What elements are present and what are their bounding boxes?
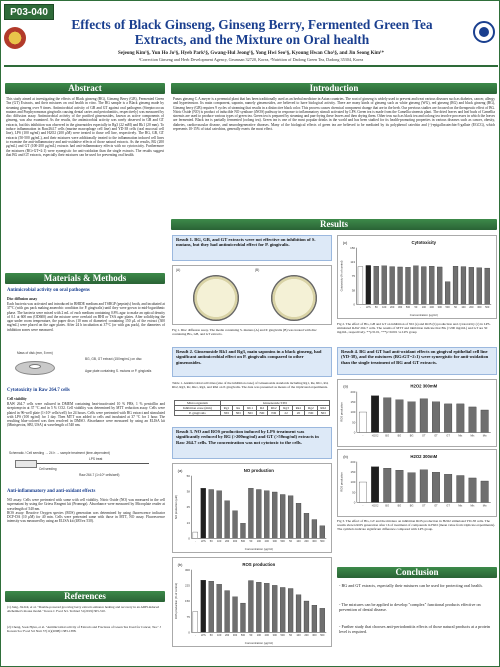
table-cell: ND [233,411,244,416]
chart-x-tick-label: 300 [272,540,277,544]
timeline-label-lps: LPS treat [89,457,103,461]
chart-bar [469,407,477,432]
chart-bar [248,581,253,633]
chart-bar [264,583,269,632]
methods-heading: Materials & Methods [5,273,165,284]
chart-bar [280,495,285,539]
result-4-box: Result 4. BG and GT had anti-oxidant effects on gingival epithelial cell line (YD-38), and the mixtures (BG:GT=2:1) were synergistic for anti-oxidation than the single treatment of BG and GT extracts. [337,347,497,375]
chart-x-tick-label: 100 [421,306,426,310]
chart-bar [374,266,379,304]
chart-bar [304,601,309,632]
chart-bar [296,503,301,538]
chart-bar [272,492,277,538]
chart-bar [359,412,367,432]
chart-y-tick-label: 38 [186,489,190,494]
chart-bar [217,491,222,539]
result-1-box: Result 1. BG, GB, and GT extracts were not effective on inhibition of S. mutans, but they had antimicrobial effect for P. gingivalis. [172,235,332,261]
chart-x-tick-label: 500 [485,306,490,310]
chart-bar [358,267,363,305]
chart-x-tick-label: 200 [390,306,395,310]
references-heading: References [5,591,165,602]
chart-x-tick-label: 100 [461,306,466,310]
poster-authors: Sejeong Kim¹§, Yun Ho Jo¹§, Hyeb Park¹§, Gwang-Hul Jeong¹§, Yong Hwi Seo¹§, Kyoung Hwan Cho¹§, and Jin Seong Kim¹* [117,51,385,56]
chart-y-tick-label: 50 [352,420,356,425]
chart-x-tick-label: 300 [477,306,482,310]
references-item-2: (2) Cheng, Sook Hyun, et al. "Antimicrobial activity of Extracts and Fractions of Green Tea Used for Cancer, Tea." J Korean Soc Food Sci Nutr 37(11)(2008):1383-1388. [7,625,161,633]
chart-x-tick-label: 300 [232,540,238,544]
table-1-caption: Table 1. Antimicrobial activities (size of the inhibition zone) of Ginsenoside standards including Rg1, Re, Rb1, Rd, Rb2, Rg3, Rc, Rk1, Rg2, and Rh2 on P. gingivalis. The data was presented as means of the triplicated experiments. [172,381,329,389]
table-col: Rg3 [280,406,292,411]
conclusion-item-2: - The mixtures can be applied to develop "complex" functional products effective on prevention of dental disease. [339,602,481,613]
table-col: Re [233,406,244,411]
methods-assay-text: NO assay: Cells were pretreated with some with cell viability. Nitric Oxide (NO) was measured in the cell supernatant by using the Griess Reagent kit (Promega). Absorbance were measured by Microplate reader at wavelength of 540 nm. ROS assay: Reactive Oxygen species (ROS) generation was determined by using fluorescence indicator DCF-DA (10 μM) for 40 min. Cells were pretreated same with those in MTT, NO assay. Fluorescence intensity was measured by using an ELISA kit (485/ex 530). [7,498,165,524]
abstract-text: This study aimed at investigating the effects of Black ginseng (BG), Ginseng Berry (GB), Fermented Green Tea (GT) Extracts, and their mixtures on oral health in vitro. The BG sample is a Black ginseng made by steaming ginseng over 9 times. Antimicrobial activity of GB and GT against oral pathogens (Streptococcus mutans and Porphyromonas gingivalis causing dental caries and periodontitis, respectively) was measured by disc diffusion assay. Antimicrobial activity of the purified ginsenosides, known as active components of ginseng, was also examined. As the results, the antimicrobial activity was rarely observed in GB and GT extracts, but this inhibition was observed in the ginsenoides especially in Rg3 (22 mM) and Rk1 (20 mm). To induce inflammation in Raw264.7 cells (murine macrophage cell line) and YD-38 cells (oral mucosal cell line), LPS (100 ng/ml) and H2O2 (200 μM) were treated to those cell line, respectively. The BG, GB, GT extracts (50-500 μg/mL), and their mixtures were additionally treated to the inflammation induced cell lines to examine the anti-inflammatory and anti-oxidative effects of those natural extracts. As the results, BG (200 μg/mL) and GT (100-200 μg/mL) extracts had anti-inflammatory effects with no cytotoxicity. Furthermore the mixtures (BG+GT=2:1) were synergistic for anti-oxidation than the single extracts. The results suggest that BG and GT extracts, especially their mixtures can be used for preventing oral health. [6,97,164,157]
chart-y-axis-label: Cytotoxicity (% of control) [340,260,344,292]
chart-x-tick-label: 300 [437,306,442,310]
conclusion-heading: Conclusion [337,567,497,578]
chart-bar [241,603,246,632]
chart-y-tick-label: 0 [353,430,356,435]
chart-title: H2O2 300mM [410,383,438,389]
chart-bar [320,608,325,632]
introduction-heading: Introduction [171,83,497,94]
methods-disc-text: Each bacteria was activated and introduced in BHIDE medium and TSBGP (pepsin(s) broth, and incubated at 37°C (with gas pack making anaerobic condition for P. gingivalis) until they were grown to mid-logarithmic phase. The bacteria were mixed with 2 mL of each medium containing 0.8% agar to make an optical density of 0.1 at 600 nm (OD600) and the mixture were overlaid on BHI or TSA agar plates. After solidifying the agar under room temperature, the paper discs (10 mm of diameter) containing 150 μL of the extract (300 mg/mL) were placed on the agar plates. After 24 h incubation at 37°C (or with gas pack), the diameters of inhibition zones were measured. [7,302,165,332]
chart-x-tick-label: 50 [209,540,213,544]
chart-x-tick-label: 50 [249,634,253,638]
table-head-ginsenoside: Ginsenoside STD [220,401,329,406]
chart-y-axis-label: ROS production [340,472,344,492]
chart-bar [371,467,379,503]
chart-x-tick-label: 500 [280,540,285,544]
chart-x-tick-label: GT [422,434,426,438]
paper-disc-icon [29,364,41,369]
chart-x-tick-label: LPS [200,634,206,638]
chart-bar [193,611,198,632]
institution-logo-right [473,21,495,43]
chart-title: Cytotoxicity [411,239,437,245]
figure-3-caption: Fig 3. The effect of BG, GT and the mixture on inhibition ROS production in H2O2 stimulated YD-38 cells. The results shown ROS generation after 1h of treatment of compounds in H2O (mean value from triplicate experiments). The symbols indicate significant difference compared with LPS group. [337,519,496,531]
chart-bar [469,478,477,502]
chart-bar [371,396,379,433]
table-col: Rh2 [317,406,329,411]
chart-y-tick-label: 225 [185,583,190,588]
chart-bar [359,482,367,502]
table-col: Rk1 [292,406,304,411]
chart-x-tick-label: LPS [365,306,371,310]
chart-x-tick-label: 200 [304,634,309,638]
table-col: Rd [256,406,267,411]
chart-y-tick-label: 100 [350,410,356,415]
chart-bar [398,267,403,304]
chart-title: NO production [243,467,274,473]
chart-no-production [172,463,332,553]
chart-y-tick-label: 0 [188,630,190,635]
table-cell: ND [220,411,232,416]
chart-x-tick-label: 500 [320,634,325,638]
chart-bar [209,581,214,632]
methods-sub-antiinflammatory: Anti-inflammatory and anti-oxidant effects [7,489,96,494]
table-col: Rg1 [220,406,232,411]
chart-cytotoxicity [337,235,497,319]
chart-y-tick-label: 150 [185,599,190,604]
chart-bar [390,267,395,305]
table-cell: ND [256,411,267,416]
chart-x-tick-label: BG [397,434,402,438]
chart-x-tick-label: Mix [470,434,475,438]
chart-bar [217,584,222,632]
chart-x-tick-label: GT [434,434,438,438]
chart-x-tick-label: 300 [312,540,317,544]
chart-bar [225,591,230,633]
chart-bar [193,532,198,538]
chart-x-tick-label: 500 [445,306,450,310]
chart-bar [444,404,452,433]
chart-y-axis-label: ROS production (% of control) [175,582,179,620]
chart-x-tick-label: 300 [397,306,403,310]
table-cell: 20 [292,411,304,416]
chart-y-tick-label: 300 [185,567,190,572]
chart-x-axis-label: Concentration (μg/ml) [244,641,273,646]
chart-bar [406,267,411,304]
abstract-heading: Abstract [5,83,165,94]
chart-bar [445,282,450,305]
chart-bar [382,266,387,305]
chart-x-tick-label: 500 [240,540,246,544]
timeline-label-cells: Raw 264.7 (1×10⁵ cells/well) [79,473,120,477]
timeline-label-seeding: Cell seeding [39,467,57,471]
chart-bar [233,511,238,539]
chart-x-tick-label: 200 [304,540,309,544]
table-head-microorganism: Microorganism [175,401,221,406]
chart-y-axis-label: NO production (μM) [175,495,179,519]
chart-x-tick-label: Mix [458,504,463,508]
chart-y-tick-label: 150 [350,245,356,250]
table-cell: ND [244,411,256,416]
chart-x-tick-label: - [362,434,364,438]
chart-bar [432,402,440,433]
chart-x-tick-label: 50 [414,306,418,310]
table-cell: 22 [280,411,292,416]
chart-bar [457,404,465,433]
poster-affiliation: ¹Correction Ginseng and Herb Development Agency, Geumsan 32720, Korea, ²Nutrition of Dadong Green Tea, Dadong 35304, Korea [138,57,364,62]
chart-bar [366,265,371,304]
chart-x-tick-label: 50 [209,634,213,638]
chart-bar [248,488,253,538]
table-cell: ND [305,411,317,416]
table-row-label: P. gingivalis [175,411,221,416]
chart-x-tick-label: 500 [320,540,325,544]
header-divider [4,65,498,67]
conclusion-item-1: - BG and GT extracts, especially their mixtures can be used for protecting oral health. [339,583,483,588]
chart-bar [444,474,452,502]
chart-y-tick-label: 38 [351,288,356,293]
chart-bar [481,481,489,502]
well-plate-icon [15,460,37,468]
chart-x-tick-label: 100 [296,634,301,638]
methods-sub-antimicrobial: Antimicrobial activity on oral pathogens [7,288,90,293]
table-cell: ND [268,411,280,416]
agar-plate-s-mutans [193,275,239,321]
chart-bar [383,468,391,502]
chart-y-tick-label: 0 [353,500,356,505]
chart-bar [485,268,490,304]
timeline-caption: Schematic / Cell seeding → 24 h → sample treatment (time-dependent) [9,451,110,455]
diagram-label-disk: Mass of disk (mm, 5 mm) [17,351,53,355]
chart-x-tick-label: GT [446,504,450,508]
chart-bar [457,476,465,503]
chart-y-axis-label: ROS production [340,402,344,422]
chart-bar [264,491,269,539]
table-cell: ND [317,411,329,416]
chart-x-tick-label: H2O2 [371,504,379,508]
chart-bar [421,267,426,305]
chart-x-tick-label: 100 [217,540,222,544]
chart-x-tick-label: 500 [405,306,411,310]
chart-bar [461,267,466,305]
chart-x-tick-label: 300 [232,634,238,638]
chart-bar [320,526,325,539]
disc-diagram [15,351,165,383]
chart-x-tick-label: - [360,306,361,310]
chart-y-tick-label: 200 [350,459,356,464]
table-col: Rb1 [244,406,256,411]
references-item-1: (1) Jung, Jin Kil, et al. "Double-powered grooving berry extracts enhance healing and recovery in an ADH-induced Alzheimer's mouse model." Korea J. Food Sci. Technol 51(2019):305-310. [7,605,160,613]
chart-x-tick-label: 200 [224,540,230,544]
chart-panel-label: (c) [342,239,348,245]
chart-x-tick-label: 500 [240,634,246,638]
chart-bar [396,400,404,433]
methods-disc-title: Disc diffusion assay [7,297,38,301]
chart-x-tick-label: BG [409,434,414,438]
chart-y-tick-label: 150 [350,470,356,475]
chart-h2o2-a [337,379,497,447]
chart-ros-production [172,557,332,647]
chart-x-tick-label: 200 [264,634,269,638]
chart-x-tick-label: BG [385,434,390,438]
chart-bar [383,398,391,433]
timeline-axis [29,463,149,464]
chart-x-tick-label: GT [434,504,438,508]
chart-x-tick-label: 50 [374,306,378,310]
chart-x-tick-label: 100 [256,540,261,544]
chart-bar [469,267,474,304]
chart-y-tick-label: 50 [186,473,190,478]
chart-bar [288,496,293,539]
figure-1-caption: Fig 1. Disc diffusion assay. The media containing S. mutans (A) and P. gingivalis (B) was treated with disc containing BG, GB, and GT extracts. [172,328,317,336]
introduction-text: Panax ginseng C.A.meyer is a perennial plant that has been traditionally used as an herbal medicine in Asian countries. The root of ginseng is widely used to prevent and treat various diseases such as diabetes, cancer, allergy and hypertension. Its main component, saponin, namely ginsenosides, are believed to have biological activity. There are many kinds of ginseng such as white ginseng (WG), red ginseng (RG) and black ginseng (BG), Ginseng berry (GB) requires 9 cycles of steaming that results in a distinctive black color. This process causes chemical component change that are in the herb. Our previous studies are focused on the therapeutic effect of BG. Nitric Oxide (NO) is product of inducible NO synthase (iNOS) pathway in response to inflammatory stimuli activated by LPS. Green tea is made from the Camellia sinensis plant. The dried leaves and leaf buds of Camellia sinensis are used to produce various types of green tea. Green tea is prepared by steaming and pan-frying these leaves and then drying them. Other teas such as black tea and oolong tea involve processes in which the leaves are fermented. Black tea is partially fermented (oolong tea). Green tea is one of the most popular drinks in the world and has been studied for its health-promoting properties in various diseases such as cancer, obesity, diabetes, cardiovascular disease, and neurodegenerative diseases. Many of the biological effects of green tea are believed to be mediated by its polyphenol catechin and (-)-epigallocatechin-3-gallate (EGCG), which represents 10-15% of total catechins, generally exerts the most effect. [173,97,495,132]
chart-bar [201,580,206,632]
chart-bar [280,587,285,632]
chart-bar [256,490,261,539]
chart-x-tick-label: GT [422,504,426,508]
chart-title: ROS production [242,561,276,567]
chart-y-tick-label: 75 [186,614,190,619]
chart-x-tick-label: 100 [256,634,261,638]
methods-viability-text: RAW 264.7 cells were cultured in DMEM containing heat-inactivated 10 % FBS, 1 % penicillin and streptomycin at 37 °C and in 5 % CO2. Cell viability was determined by MTT reduction assay. Cells were plated in 96-well plate (1×10⁵ cells/well) for 24 hours. Cells were pretreated with BG extract and stimulated with LPS (100 ng/ml) for 1 day. Then MTT was added to cells and incubated at 37 °C for 1 hour. The resulting blue-colored was then resolved in DMSO. Absorbance were measured by using an ELISA kit (Minispectra, SBI, USA) at wavelength of 540 nm. [7,402,165,428]
chart-bar [233,597,238,632]
poster-code: P03-040 [4,4,54,20]
chart-bar [209,490,214,539]
chart-bar [413,266,418,305]
chart-bar [201,488,206,538]
chart-y-tick-label: 13 [186,520,190,525]
chart-x-tick-label: LPS [200,540,206,544]
figure-2-caption: Fig 2. The effect of BG, GB and GT on inhibition of NO (a) and ROS (b) production and cytotoxicity (c) in LPS-stimulated RAW 264.7 cells. The results of MTT and inhibition indicate that BG (>200 mg/mL) and GT are 50 mg/mL, respectively. **p<0.01, ***p<0.001 vs LPS group [337,322,491,334]
chart-y-tick-label: 0 [353,302,356,307]
chart-y-tick-label: 25 [186,505,190,510]
plate-label-a: (A) [176,268,181,272]
chart-x-tick-label: BG [409,504,414,508]
chart-panel-label: (a) [177,467,183,473]
chart-bar [437,267,442,304]
chart-x-tick-label: BG [397,504,402,508]
chart-y-tick-label: 50 [352,490,356,495]
chart-h2o2-b [337,449,497,517]
chart-x-axis-label: Concentration (μg/ml) [409,313,438,318]
chart-x-tick-label: 50 [249,540,253,544]
chart-x-tick-label: Mix [458,434,463,438]
chart-y-tick-label: 100 [350,480,356,485]
chart-y-tick-label: 150 [350,400,356,405]
poster-title: Effects of Black Ginseng, Ginseng Berry, Fermented Green Tea Extracts, and the Mixture on Oral health [71,17,433,47]
chart-bar [453,266,458,304]
chart-y-tick-label: 75 [351,274,356,279]
chart-x-tick-label: 100 [217,634,222,638]
chart-title: H2O2 300mM [410,453,438,459]
chart-x-tick-label: GT [446,434,450,438]
methods-viability-title: Cell viability [7,397,27,401]
chart-bar [272,585,277,632]
result-3-box: Result 3. NO and ROS production induced by LPS treatment was significantly reduced by BG (>200mg/ml) and GT (>50mg/ml) extracts in Raw 264.7 cells. The concentration was not cytotoxic to the cells. [172,427,332,459]
chart-panel-label: (b) [343,453,348,459]
chart-bar [429,266,434,304]
chart-bar [420,470,428,503]
chart-y-tick-label: 0 [188,536,190,541]
methods-sub-cytotoxicity: Cytotoxicity in Raw 264.7 cells [7,388,70,393]
plate-label-b: (B) [255,268,260,272]
diagram-label-extract: BG, GB, GT extract (150mg/mL) on disc [85,357,142,361]
chart-bar [420,399,428,433]
diagram-label-agar: Agar plate containing S. mutans or P. gingivalis [85,369,152,373]
chart-x-tick-label: 100 [382,306,387,310]
chart-x-tick-label: 300 [312,634,317,638]
chart-bar [408,473,416,503]
chart-x-tick-label: H2O2 [371,434,379,438]
chart-panel-label: (b) [177,561,183,567]
chart-bar [432,472,440,502]
chart-x-tick-label: Mix [482,504,487,508]
chart-x-tick-label: Mix [470,504,475,508]
chart-bar [477,268,482,305]
chart-x-axis-label: Concentration (μg/ml) [244,547,273,552]
chart-x-tick-label: 200 [469,306,474,310]
chart-x-tick-label: - [362,504,364,508]
chart-x-tick-label: 300 [272,634,277,638]
chart-x-tick-label: 50 [454,306,457,310]
chart-panel-label: (a) [343,383,348,389]
chart-bar [481,410,489,432]
chart-bar [312,605,317,632]
chart-y-tick-label: 113 [350,260,356,265]
chart-bar [256,582,261,632]
chart-x-tick-label: 50 [289,634,293,638]
chart-x-tick-label: 200 [264,540,269,544]
chart-x-tick-label: BG [385,504,390,508]
agar-plate-p-gingivalis [271,275,317,321]
chart-x-tick-label: 50 [289,540,293,544]
result-2-box: Result 2. Ginsenoside Rk1 and Rg3, main saponins in a black ginseng, had significant antimicrobial effect on P. gingivalis compared to other ginsenosides. [172,347,332,377]
table-col: Rb2 [268,406,280,411]
chart-bar [225,501,230,539]
chart-y-tick-label: 200 [350,389,356,394]
chart-bar [288,589,293,633]
chart-bar [241,523,246,538]
figure-1-plates [172,265,332,325]
table-row [175,411,330,416]
chart-bar [296,595,301,633]
chart-x-tick-label: 200 [224,634,230,638]
table-1 [174,400,330,416]
chart-bar [304,513,309,538]
results-heading: Results [171,219,497,230]
chart-x-tick-label: - [194,540,196,544]
chart-x-tick-label: Mix [482,434,487,438]
chart-bar [408,402,416,433]
chart-bar [396,470,404,502]
chart-x-tick-label: 500 [280,634,285,638]
chart-bar [312,520,317,539]
chart-x-tick-label: - [194,634,196,638]
chart-x-tick-label: 200 [429,306,434,310]
institution-logo-left [4,27,26,49]
chart-x-tick-label: 100 [296,540,301,544]
table-col: Rg2 [305,406,317,411]
timeline-diagram [9,451,163,483]
conclusion-item-3: - Further study that chooses anti-periodontitis effects of those natural products at a protein level is required. [339,624,490,635]
table-head-inhibition: Inhibition zone (mm) [175,406,221,411]
